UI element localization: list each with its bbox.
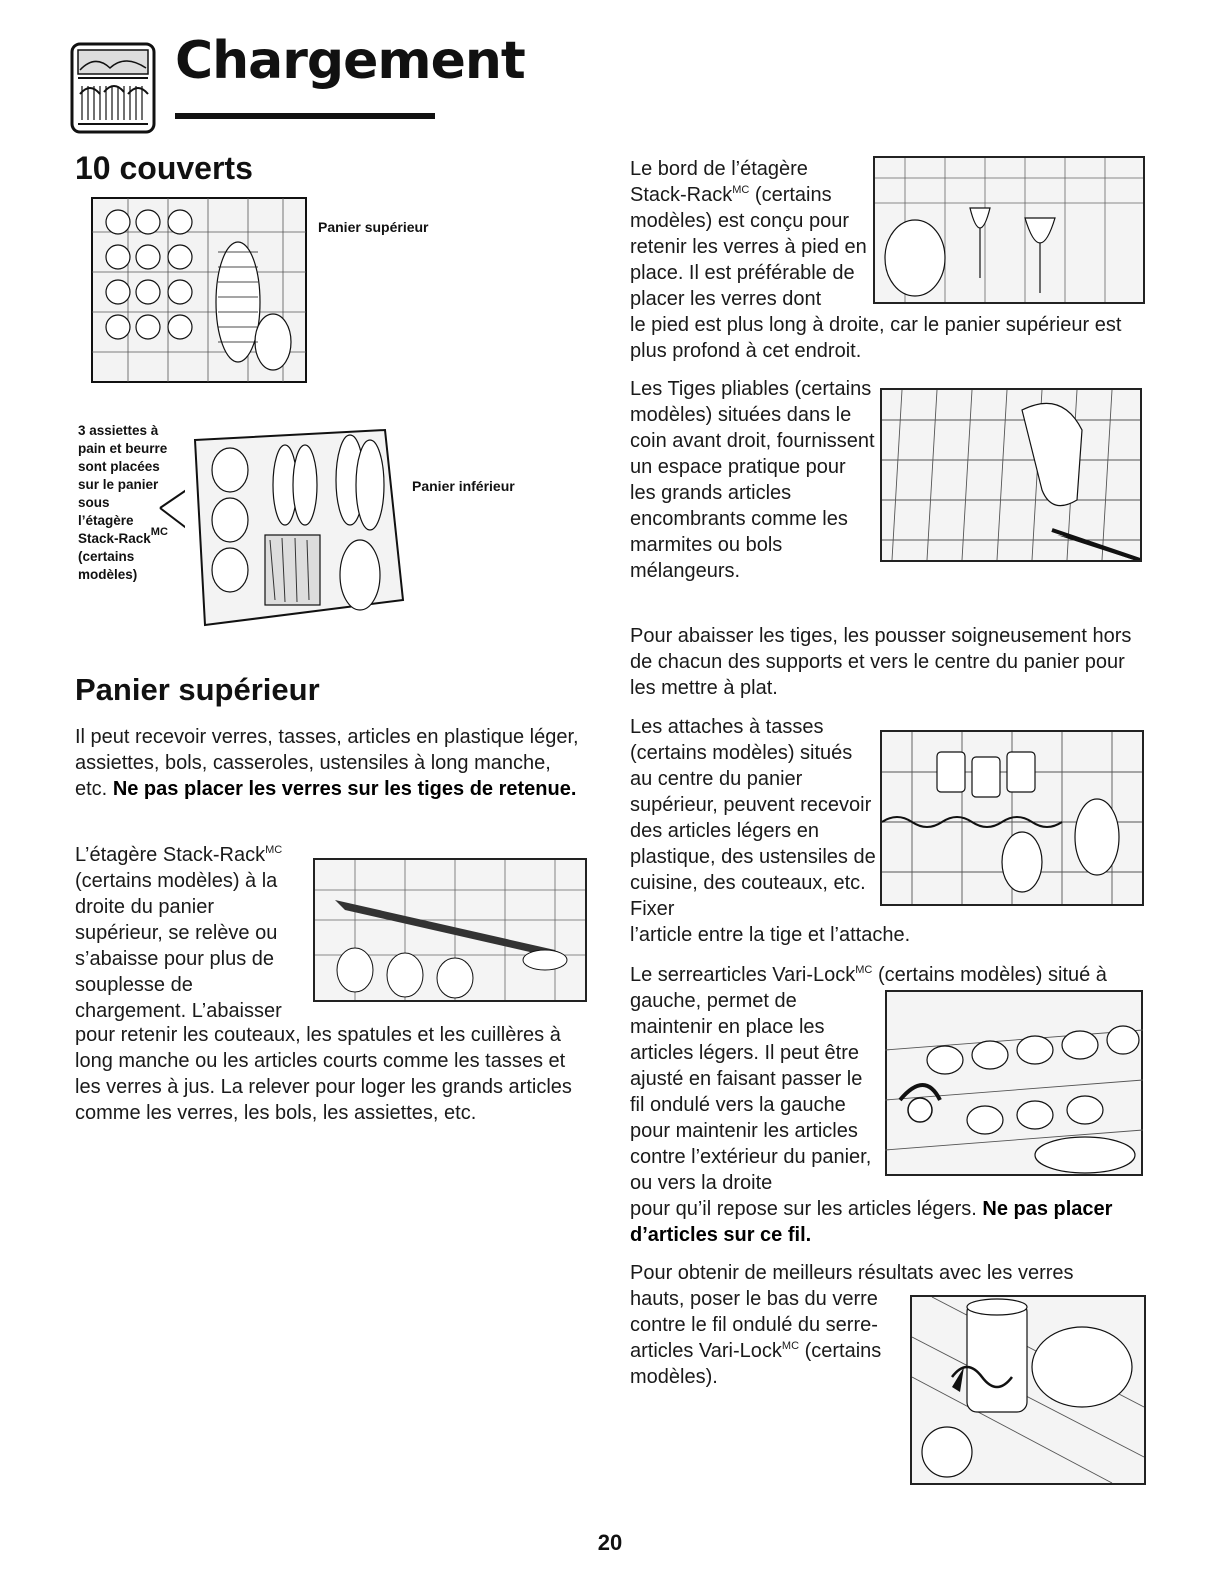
callout-line: modèles) [78, 567, 138, 582]
mc-mark: MC [150, 526, 168, 538]
bord-label: Le bord de l’étagère Stack-Rack [630, 158, 808, 206]
paragraph-intro [75, 724, 585, 802]
title-underline [175, 113, 435, 119]
page-number: 20 [597, 1530, 623, 1555]
paragraph-verres-hauts-intro: Pour obtenir de meilleurs résultats avec les verres [630, 1262, 1074, 1284]
verres-hauts-text-end: (certains modèles). [630, 1340, 882, 1388]
dishwasher-icon [70, 42, 156, 134]
callout-line: pain et beurre [78, 441, 168, 456]
label-panier-superieur: Panier supérieur [318, 219, 429, 235]
vari-lock-illustration [885, 990, 1143, 1176]
paragraph-vari-lock-continued [630, 1196, 1150, 1248]
callout-stack-rack: Stack-Rack [78, 531, 151, 546]
page-title: Chargement [175, 31, 525, 91]
paragraph-vari-lock: gauche, permet de maintenir en place les articles légers. Il peut être ajusté en faisant passer le fil ondulé vers la gauche pour maintenir les articles contre l’extérieur du panier, ou vers la droite [630, 990, 872, 1194]
paragraph-stack-rack-continued: pour retenir les couteaux, les spatules et les cuillères à long manche ou les articles courts comme les tasses et les verres à jus. La relever pour loger les grands articles comme les verres, les bols, les assiettes, etc. [75, 1024, 572, 1124]
paragraph-vari-lock-intro [630, 962, 1150, 988]
mc-mark: MC [781, 1340, 800, 1352]
vari-lock-warning: Ne pas placer d’articles sur ce fil. [630, 1198, 1113, 1246]
paragraph-stack-rack [75, 842, 305, 1024]
folding-tines-illustration [880, 388, 1142, 562]
paragraph-attaches-continued: l’article entre la tige et l’attache. [630, 924, 911, 946]
mc-mark: MC [732, 184, 750, 196]
paragraph-tiges-pliables: Les Tiges pliables (certains modèles) situées dans le coin avant droit, fournissent un espace pratique pour les grands articles encombrants comme les marmites ou bols mélangeurs. [630, 378, 875, 582]
intro-warning: Ne pas placer les verres sur les tiges de retenue. [112, 778, 577, 800]
intro-text: Il peut recevoir verres, tasses, articles en plastique léger, assiettes, bols, casseroles, ustensiles à long manche, etc. [75, 726, 579, 800]
callout-line: sont placées [78, 459, 160, 474]
mc-mark: MC [265, 844, 283, 856]
paragraph-attaches-tasses: Les attaches à tasses (certains modèles) situés au centre du panier supérieur, peuvent recevoir des articles légers en plastique, des ustensiles de cuisine, des couteaux, etc. Fixer [630, 716, 876, 920]
stack-rack-illustration [313, 858, 587, 1002]
cup-clips-illustration [880, 730, 1144, 906]
callout-line: 3 assiettes à [78, 423, 159, 438]
callout-line: sur le panier [78, 477, 159, 492]
paragraph-abaisser-tiges: Pour abaisser les tiges, les pousser soigneusement hors de chacun des supports et vers le centre du panier pour les mettre à plat. [630, 625, 1132, 699]
mc-mark: MC [855, 964, 873, 976]
label-panier-inferieur: Panier inférieur [412, 478, 515, 494]
stack-rack-label: L’étagère Stack-Rack [75, 844, 266, 866]
upper-rack-illustration [88, 192, 310, 387]
vari-lock-cont-text: pour qu’il repose sur les articles légers. [630, 1198, 977, 1220]
section-heading-panier-superieur: Panier supérieur [75, 672, 320, 707]
vari-lock-label: Le serrearticles Vari-Lock [630, 964, 856, 986]
stemware-rack-illustration [873, 156, 1145, 304]
paragraph-verres-hauts [630, 1286, 905, 1390]
tall-glass-illustration [910, 1295, 1146, 1485]
callout-line: l’étagère [78, 513, 134, 528]
callout-line: sous [78, 495, 110, 510]
bord-text: (certains modèles) est conçu pour retenir les verres à pied en place. Il est préférable de placer les verres dont [630, 184, 867, 310]
paragraph-bord-continued: le pied est plus long à droite, car le panier supérieur est plus profond à cet endroit. [630, 314, 1122, 362]
section-heading-10-couverts: 10 couverts [75, 150, 253, 186]
callout-line: (certains [78, 549, 135, 564]
paragraph-bord-etagere [630, 156, 870, 312]
vari-lock-text: (certains modèles) situé à [877, 964, 1107, 986]
stack-rack-text: (certains modèles) à la droite du panier supérieur, se relève ou s’abaisse pour plus de souplesse de chargement. L’abaisser [75, 870, 282, 1022]
lower-rack-illustration [185, 410, 410, 635]
verres-hauts-text: hauts, poser le bas du verre contre le fil ondulé du serre-articles Vari-Lock [630, 1288, 878, 1362]
